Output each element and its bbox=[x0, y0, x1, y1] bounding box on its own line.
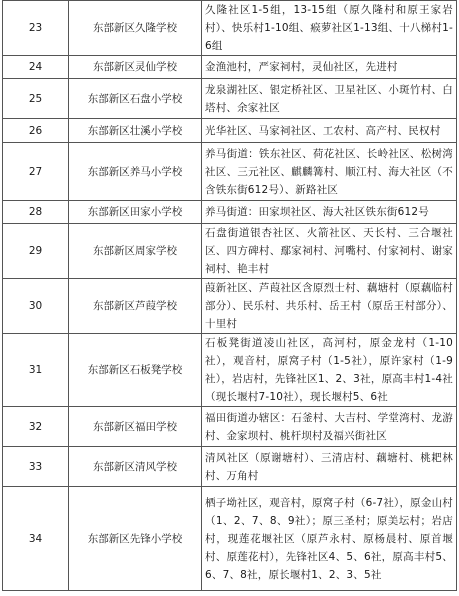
school-name: 东部新区周家学校 bbox=[69, 224, 202, 279]
row-number: 33 bbox=[3, 447, 69, 487]
enrollment-area: 久隆社区1-5组，13-15组（原久隆村和原王家岩村）、快乐村1-10组、瘊萝社区1-13组、十八梯村1-6组 bbox=[202, 1, 457, 56]
table-row bbox=[3, 407, 457, 447]
school-name: 东部新区田家小学校 bbox=[69, 201, 202, 224]
enrollment-area: 金渔池村，严家祠村，灵仙社区，先进村 bbox=[202, 56, 457, 79]
school-name: 东部新区福田学校 bbox=[69, 407, 202, 447]
school-name: 东部新区养马小学校 bbox=[69, 143, 202, 201]
school-name: 东部新区久隆学校 bbox=[69, 1, 202, 56]
enrollment-area: 养马街道：铁东社区、荷花社区、长岭社区、松树湾社区、三元社区、麒麟篝村、顺江村、海大社区（不含铁东街612号）、新路社区 bbox=[202, 143, 457, 201]
table-row bbox=[3, 143, 457, 201]
school-name: 东部新区壮溪小学校 bbox=[69, 119, 202, 143]
row-number: 26 bbox=[3, 119, 69, 143]
school-district-table bbox=[2, 0, 457, 591]
enrollment-area: 石盘街道银杏社区、火箭社区、天长村、三合堰社区、四方碑村、鄢家祠村、河嘴村、付家祠村、谢家祠村、艳丰村 bbox=[202, 224, 457, 279]
table-row bbox=[3, 56, 457, 79]
school-name: 东部新区石盘小学校 bbox=[69, 79, 202, 119]
table-row bbox=[3, 79, 457, 119]
table-row bbox=[3, 487, 457, 591]
school-name: 东部新区先锋小学校 bbox=[69, 487, 202, 591]
row-number: 27 bbox=[3, 143, 69, 201]
row-number: 25 bbox=[3, 79, 69, 119]
table-row bbox=[3, 1, 457, 56]
row-number: 23 bbox=[3, 1, 69, 56]
school-name: 东部新区芦葭学校 bbox=[69, 279, 202, 334]
row-number: 31 bbox=[3, 334, 69, 407]
table-row bbox=[3, 334, 457, 407]
row-number: 28 bbox=[3, 201, 69, 224]
row-number: 32 bbox=[3, 407, 69, 447]
enrollment-area: 清风社区（原谢塘村）、三清店村、藕塘村、桃耙林村、万角村 bbox=[202, 447, 457, 487]
table-row bbox=[3, 119, 457, 143]
enrollment-area: 栖子坳社区，观音村，原窝子村（6-7社），原金山村（1、2、7、8、9社）；原三圣村；原美坛村；岩店村，现莲花堰社区（原芦永村、原杨晨村、原首堰村、原莲花村），先锋社区4、5、6社，原高丰村5、6、7、8社，原长堰村1、2、3、5社 bbox=[202, 487, 457, 591]
school-name: 东部新区灵仙学校 bbox=[69, 56, 202, 79]
row-number: 34 bbox=[3, 487, 69, 591]
enrollment-area: 光华社区、马家祠社区、工农村、高产村、民权村 bbox=[202, 119, 457, 143]
school-name: 东部新区清风学校 bbox=[69, 447, 202, 487]
enrollment-area: 福田街道办辖区：石釜村、大吉村、学堂湾村、龙游村、金家坝村、桃杆坝村及福兴街社区 bbox=[202, 407, 457, 447]
table-row bbox=[3, 201, 457, 224]
row-number: 24 bbox=[3, 56, 69, 79]
enrollment-area: 养马街道：田家坝社区、海大社区铁东街612号 bbox=[202, 201, 457, 224]
table-row bbox=[3, 447, 457, 487]
table-row bbox=[3, 279, 457, 334]
enrollment-area: 葭新社区、芦葭社区含原烈士村、藕塘村（原藕临村部分）、民乐村、共乐村、岳王村（原岳王村部分）、十里村 bbox=[202, 279, 457, 334]
enrollment-area: 龙泉湖社区、银定桥社区、卫星社区、小斑竹村、白塔村、余家社区 bbox=[202, 79, 457, 119]
row-number: 29 bbox=[3, 224, 69, 279]
enrollment-area: 石板凳街道凌山社区，高河村，原金龙村（1-10社），观音村，原窝子村（1-5社），原许家村（1-9社），岩店村，先锋社区1、2、3社，原高丰村1-4社（现长堰村7-10社），现长堰村5、6社 bbox=[202, 334, 457, 407]
row-number: 30 bbox=[3, 279, 69, 334]
table-row bbox=[3, 224, 457, 279]
school-name: 东部新区石板凳学校 bbox=[69, 334, 202, 407]
